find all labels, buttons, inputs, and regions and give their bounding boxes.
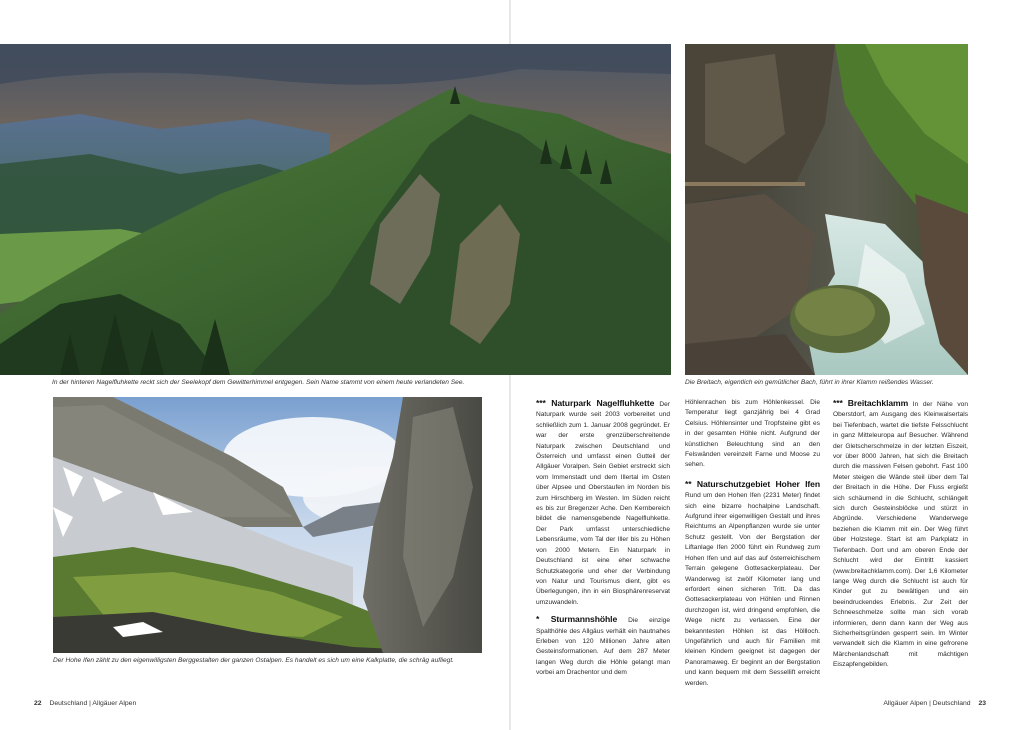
body-breitachklamm: In der Nähe von Oberstdorf, am Ausgang des Kleinwalsertals bei Tiefenbach, wartet die tiefste Felsschlucht in ganz Mitteleuropa auf Besucher. Während der Gletscherschmelze in der letzten Eiszeit, vor über 8000 Jahren, hat sich die Breitach durch die massiven Felsen gebohrt. Fast 100 Meter steigen die Wände steil über dem Tal der Breitach in die Höhe. Der Fluss ergießt sich schäumend in die Schlucht, schlängelt sich durch Gesteinsblöcke und stürzt in Abgründe. Verschiedene Wanderwege beziehen die Klamm mit ein. Der Weg führt über Holzstege. Start ist am Parkplatz in Tiefenbach. Dort und am oberen Ende der Schlucht wird der Eintritt kassiert (www.breitachklamm.com). Der 1,6 Kilometer lange Weg durch die Schlucht ist auch für Kinder gut zu bewältigen und ein beeindruckendes Erlebnis. Zur Zeit der Schneeschmelze sollte man sich vorab informieren, denn dann kann der Weg aus Sicherheitsgründen gesperrt sein. Im Winter verwandelt sich die Klamm in eine gefrorene Märchenlandschaft mit mächtigen Eiszapfengebilden. bbox=[833, 401, 969, 669]
sunset-ridge-image bbox=[0, 44, 671, 375]
photo-hoher-ifen bbox=[53, 397, 482, 653]
footer-right-text: Allgäuer Alpen | Deutschland bbox=[883, 700, 971, 707]
page-number-right: 23 bbox=[978, 700, 986, 707]
footer-left-text: Deutschland | Allgäuer Alpen bbox=[49, 700, 137, 707]
heading-sturmannshoehle: * Sturmannshöhle bbox=[536, 614, 618, 625]
caption-top-right: Die Breitach, eigentlich ein gemütlicher Bach, führt in ihrer Klamm reißendes Wasser. bbox=[685, 379, 934, 386]
heading-naturpark-nagelfluhkette: *** Naturpark Nagelfluhkette bbox=[536, 398, 655, 408]
footer-right bbox=[883, 700, 986, 707]
text-column-1 bbox=[536, 398, 670, 679]
footer-left bbox=[34, 700, 136, 707]
body-hoher-ifen: Rund um den Hohen Ifen (2231 Meter) findet sich eine bizarre hochalpine Landschaft. Aufgrund ihrer eigenwilligen Gestalt und ihres Reichtums an Alpenpflanzen wurde sie unter Schutz gestellt. Von der Bergstation der Liftanlage Ifen 2000 führt ein Rundweg zum Hohen Ifen und auf das auf österreichischem Terrain gelegene Gottesackerplateau. Der Wanderweg ist zwölf Kilometer lang und erfordert einen sicheren Tritt. Da das Gottesackerplateau von Höhlen und Rinnen durchzogen ist, wird dringend empfohlen, die Wege nicht zu verlassen. Eine der bekanntesten Höhlen ist das Höllloch. Ungefährlich und auch für Familien mit kleinen Kindern geeignet ist dagegen der Panoramaweg. Er beginnt an der Bergstation und kann bequem mit dem Sessellift erreicht werden. bbox=[685, 492, 820, 687]
heading-hoher-ifen: ** Naturschutzgebiet Hoher Ifen bbox=[685, 478, 820, 489]
page-number-left: 22 bbox=[34, 700, 42, 707]
photo-gorge bbox=[685, 44, 968, 375]
gorge-image bbox=[685, 44, 968, 375]
text-column-2 bbox=[685, 398, 820, 689]
caption-top-left: In der hinteren Nagelfluhkette reckt sich der Seelekopf dem Gewitterhimmel entgegen. Sein Name stammt von einem heute verlandeten See. bbox=[52, 379, 465, 386]
photo-sunset-ridge bbox=[0, 44, 671, 375]
text-column-3 bbox=[833, 398, 968, 671]
body-sturmannshoehle: Die einzige Spalthöhle des Allgäus verhält ein hautnahes Erleben von 120 Millionen Jahre alten Gesteinsformationen. Auf dem 287 Meter langen Weg durch die Höhle gelangt man vorbei am Drachentor und dem bbox=[536, 617, 670, 677]
body-naturpark-nagelfluhkette: Der Naturpark wurde seit 2003 vorbereitet und schließlich zum 1. Januar 2008 gegründet. Er war der erste grenzüberschreitende Naturpark zwischen Deutschland und Österreich und umfasst einen Gutteil der Allgäuer Voralpen. Sein Gebiet erstreckt sich vom Immenstadt und dem Illertal im Osten über Alpsee und Oberstaufen im Norden bis zum Hirschberg im Westen. Im Süden reicht es bis zur Bregenzer Ache. Den Kernbereich bildet die namensgebende Nagelfluhkette. Der Park umfasst unterschiedliche Lebensräume, vom Tal der Iller bis zu Höhen von 2000 Metern. Ein Naturpark in Deutschland ist eine eher schwache Schutzkategorie und eher der Verbindung von Natur und Tourismus dient, gibt es Überlegungen, ihn in ein Biosphärenreservat umzuwandeln. bbox=[536, 401, 670, 606]
heading-breitachklamm: *** Breitachklamm bbox=[833, 398, 909, 408]
caption-bottom-left: Der Hohe Ifen zählt zu den eigenwilligsten Berggestalten der ganzen Ostalpen. Es handelt es sich um eine Kalkplatte, die schräg aufliegt. bbox=[53, 657, 454, 664]
body-sturmannshoehle-cont: Höhlenrachen bis zum Höhlenkessel. Die Temperatur liegt ganzjährig bei 4 Grad Celsius. Höhlensinter und Tropfsteine gibt es in der gesamten Höhle nicht. Aufgrund der künstlichen Beleuchtung sind an den Felswänden vereinzelt Farne und Moose zu sehen. bbox=[685, 399, 820, 469]
hoher-ifen-image bbox=[53, 397, 482, 653]
